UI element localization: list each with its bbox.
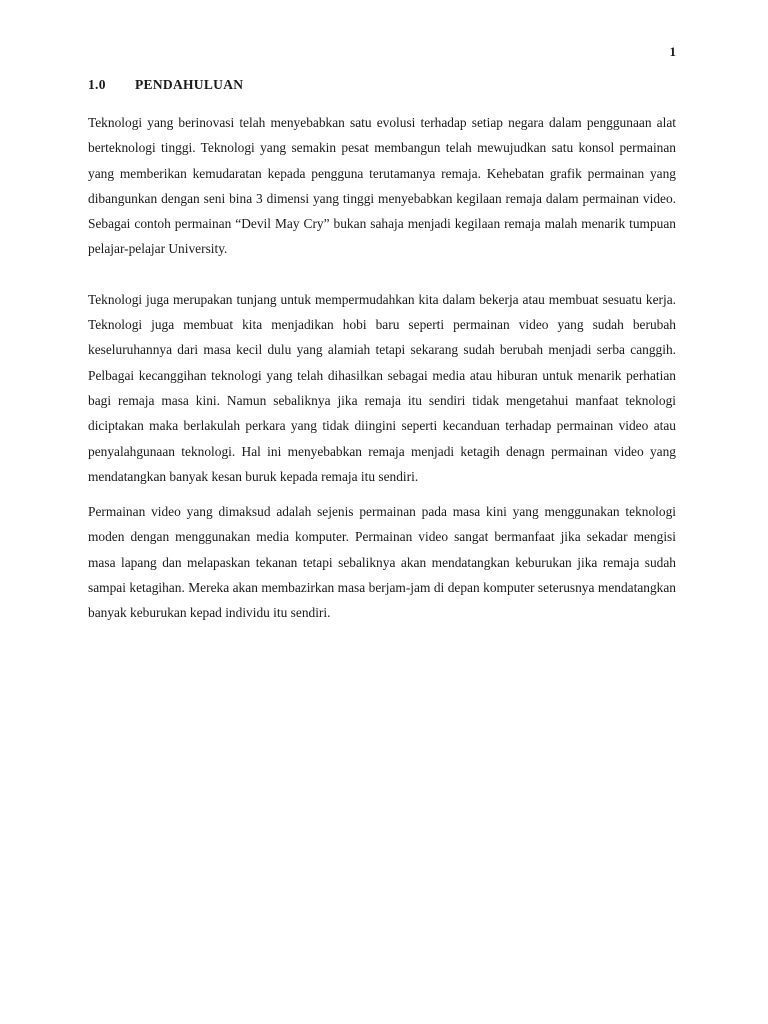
section-heading	[88, 77, 243, 93]
page-number: 1	[669, 44, 676, 59]
section-number: 1.0	[88, 77, 106, 92]
paragraph-3: Permainan video yang dimaksud adalah sejenis permainan pada masa kini yang menggunakan teknologi moden dengan menggunakan media komputer. Permainan video sangat bermanfaat jika sekadar mengisi masa lapang dan melapaskan tekanan tetapi sebaliknya akan mendatangkan keburukan jika remaja sudah sampai ketagihan. Mereka akan membazirkan masa berjam-jam di depan komputer seterusnya mendatangkan banyak keburukan kepad individu itu sendiri.	[88, 504, 676, 621]
paragraph-2: Teknologi juga merupakan tunjang untuk mempermudahkan kita dalam bekerja atau membuat sesuatu kerja. Teknologi juga membuat kita menjadikan hobi baru seperti permainan video yang sudah berubah keseluruhannya dari masa kecil dulu yang alamiah tetapi sekarang sudah berubah menjadi serba canggih. Pelbagai kecanggihan teknologi yang telah dihasilkan sebagai media atau hiburan untuk menarik perhatian bagi remaja masa kini. Namun sebaliknya jika remaja itu sendiri tidak mengetahui manfaat teknologi diciptakan maka berlakulah perkara yang tidak diingini seperti kecanduan terhadap permainan video atau penyalahgunaan teknologi. Hal ini menyebabkan remaja menjadi ketagih denagn permainan video yang mendatangkan banyak kesan buruk kepada remaja itu sendiri.	[88, 291, 676, 484]
section-title: PENDAHULUAN	[135, 77, 244, 92]
paragraph-1: Teknologi yang berinovasi telah menyebabkan satu evolusi terhadap setiap negara dalam penggunaan alat berteknologi tinggi. Teknologi yang semakin pesat membangun telah mewujudkan satu konsol permainan yang memberikan kemudaratan kepada pengguna terutamanya remaja. Kehebatan grafik permainan yang dibangunkan dengan seni bina 3 dimensi yang tinggi menyebabkan kegilaan remaja dalam permainan video. Sebagai contoh permainan “Devil May Cry” bukan sahaja menjadi kegilaan remaja malah menarik tumpuan pelajar-pelajar University.	[88, 115, 676, 257]
document-body	[88, 110, 676, 626]
